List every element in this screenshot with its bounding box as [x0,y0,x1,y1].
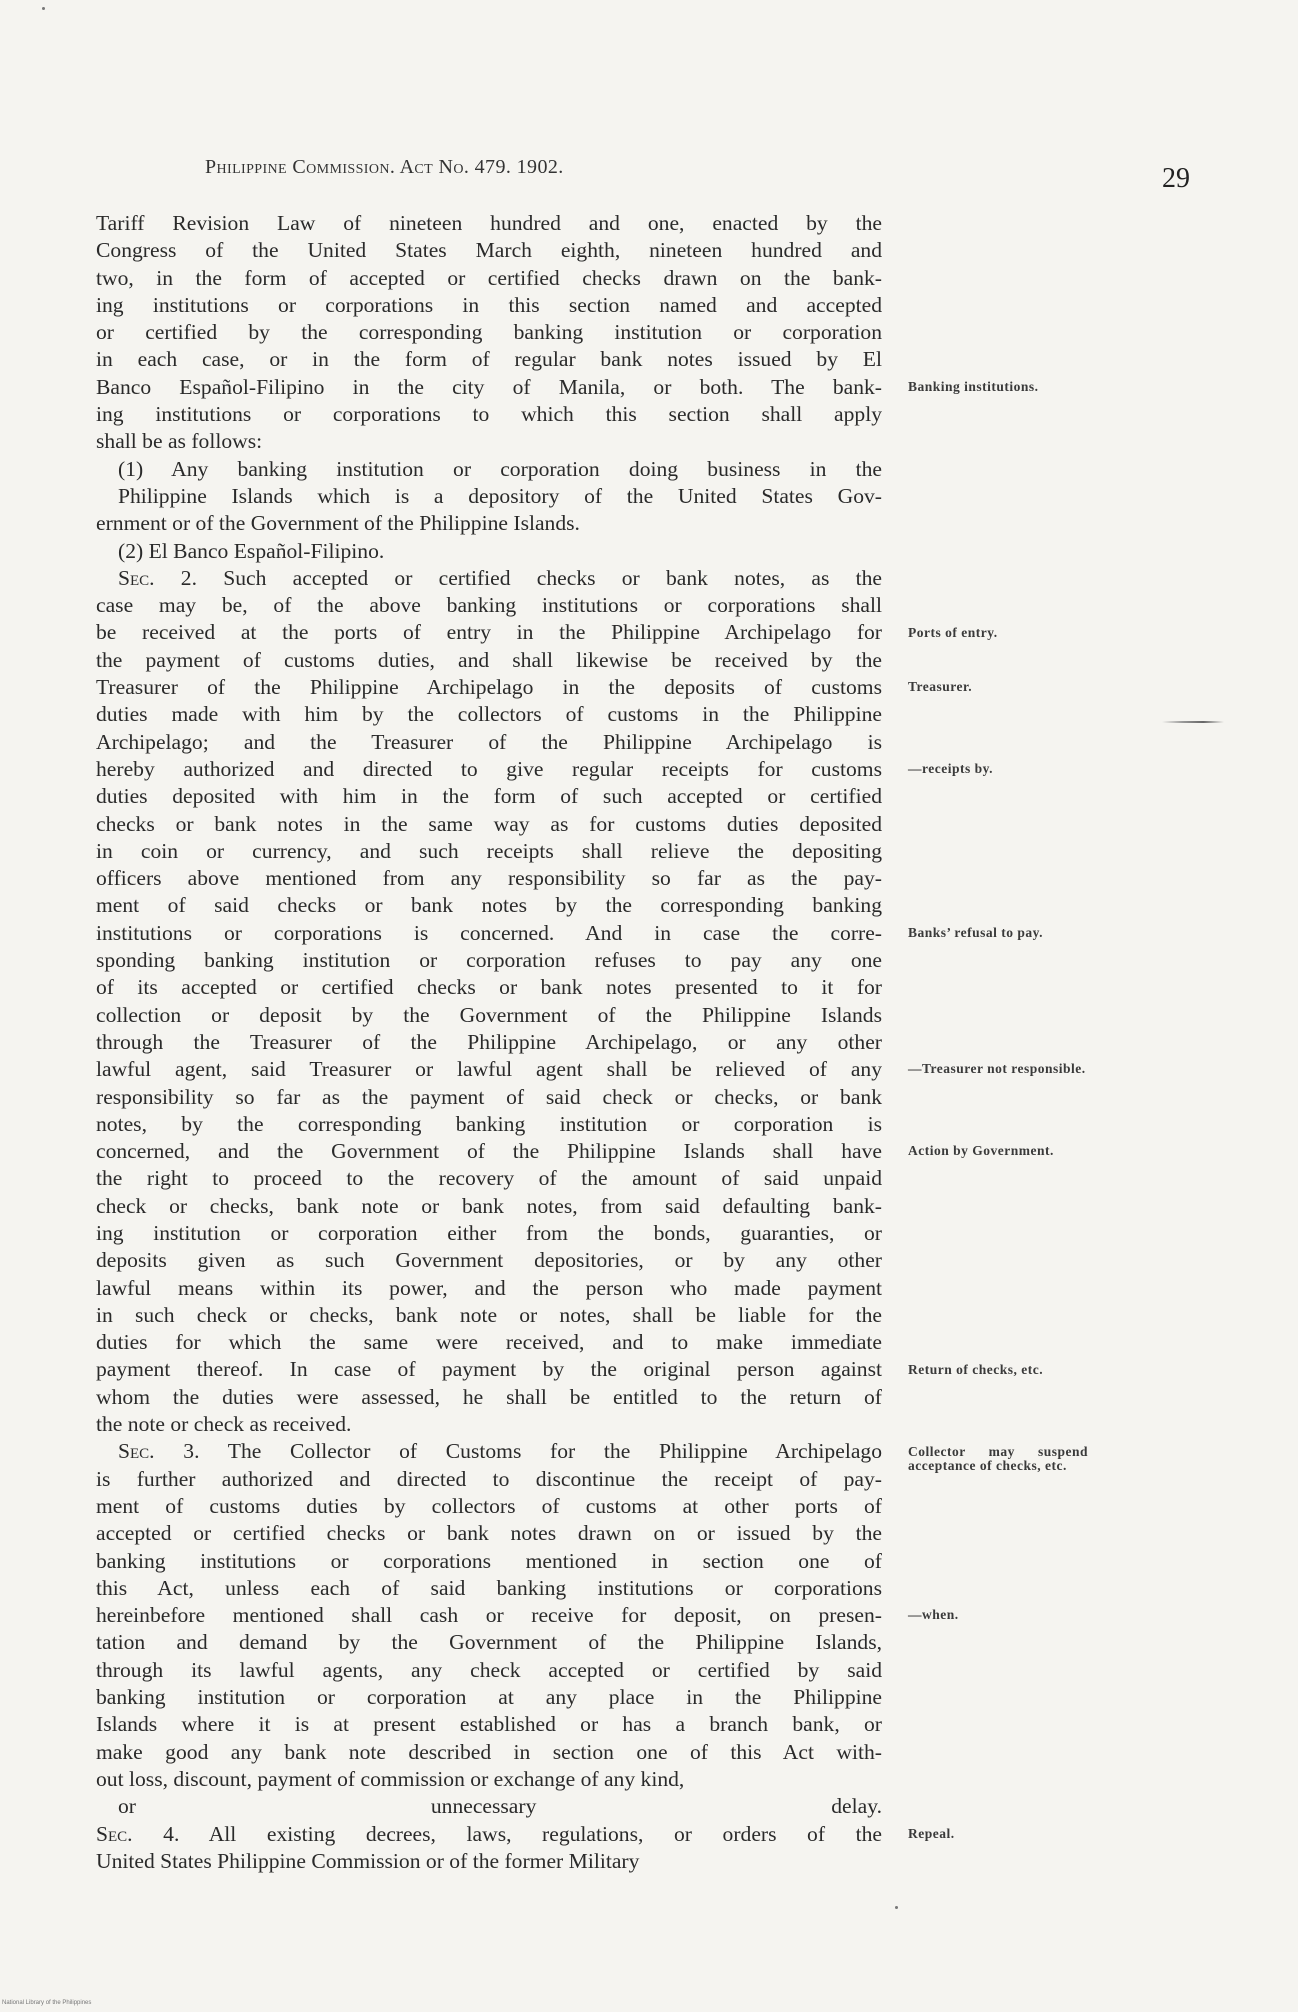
body-line: ing institutions or corporations to which this section shall apply [96,402,882,427]
body-line: the right to proceed to the recovery of the amount of said unpaid [96,1166,882,1191]
body-line: ment of customs duties by collectors of customs at other ports of [96,1493,882,1518]
body-line: institutions or corporations is concerned. And in case the corre- [96,920,882,945]
body-line: this Act, unless each of said banking institutions or corporations [96,1575,882,1600]
body-line: Islands where it is at present established or has a branch bank, or [96,1712,882,1737]
body-line: officers above mentioned from any responsibility so far as the pay- [96,866,882,891]
body-line: or unnecessary delay. [118,1794,882,1819]
margin-dash-mark [1162,721,1224,723]
body-line: duties deposited with him in the form of such accepted or certified [96,784,882,809]
body-line: Treasurer of the Philippine Archipelago in the deposits of customs [96,675,882,700]
body-line: sponding banking institution or corporation refuses to pay any one [96,948,882,973]
body-line: the payment of customs duties, and shall likewise be received by the [96,647,882,672]
margin-note: —when. [908,1607,959,1623]
margin-note: Action by Government. [908,1143,1054,1159]
margin-note: Ports of entry. [908,624,998,640]
body-line: notes, by the corresponding banking institution or corporation is [96,1111,882,1136]
ink-speck [895,1906,898,1909]
body-line: Philippine Islands which is a depository of the United States Gov- [118,483,882,508]
body-line: or certified by the corresponding banking institution or corporation [96,320,882,345]
body-line: ing institution or corporation either from the bonds, guaranties, or [96,1220,882,1245]
body-line: be received at the ports of entry in the Philippine Archipelago for [96,620,882,645]
body-line: in each case, or in the form of regular bank notes issued by El [96,347,882,372]
body-line: (1) Any banking institution or corporation doing business in the [118,456,882,481]
body-line: is further authorized and directed to discontinue the receipt of pay- [96,1466,882,1491]
body-line: case may be, of the above banking institutions or corporations shall [96,593,882,618]
body-line: Archipelago; and the Treasurer of the Philippine Archipelago is [96,729,882,754]
running-head: Philippine Commission. Act No. 479. 1902. [205,156,564,178]
body-line: ing institutions or corporations in this section named and accepted [96,292,882,317]
body-line: ment of said checks or bank notes by the corresponding banking [96,893,882,918]
margin-note: Collector may suspend acceptance of checks, etc. [908,1443,1088,1473]
body-line: of its accepted or certified checks or bank notes presented to it for [96,975,882,1000]
margin-note: —Treasurer not responsible. [908,1061,1086,1077]
body-line: banking institutions or corporations mentioned in section one of [96,1548,882,1573]
body-line: deposits given as such Government depositories, or by any other [96,1248,882,1273]
margin-note: —receipts by. [908,761,993,776]
body-line: responsibility so far as the payment of said check or checks, or bank [96,1084,882,1109]
body-line: Sec. 4. All existing decrees, laws, regulations, or orders of the [96,1821,882,1846]
body-line: Banco Español-Filipino in the city of Manila, or both. The bank- [96,374,882,399]
body-line: check or checks, bank note or bank notes, from said defaulting bank- [96,1193,882,1218]
body-line: in such check or checks, bank note or notes, shall be liable for the [96,1302,882,1327]
body-line: Tariff Revision Law of nineteen hundred and one, enacted by the [96,211,882,235]
margin-note: Banking institutions. [908,378,1039,394]
body-line: hereby authorized and directed to give regular receipts for customs [96,756,882,781]
body-line: Sec. 3. The Collector of Customs for the Philippine Archipelago [118,1439,882,1464]
body-line: duties made with him by the collectors of customs in the Philippine [96,702,882,727]
body-line: through its lawful agents, any check accepted or certified by said [96,1657,882,1682]
body-line: (2) El Banco Español-Filipino. [118,538,385,563]
body-line: the note or check as received. [96,1412,352,1437]
body-line: hereinbefore mentioned shall cash or receive for deposit, on presen- [96,1603,882,1628]
body-line: through the Treasurer of the Philippine Archipelago, or any other [96,1029,882,1054]
body-line: whom the duties were assessed, he shall be entitled to the return of [96,1384,882,1409]
body-line: Congress of the United States March eighth, nineteen hundred and [96,238,882,263]
footer-credit: National Library of the Philippines [2,2000,92,2006]
body-line: checks or bank notes in the same way as for customs duties deposited [96,811,882,836]
margin-note: Repeal. [908,1825,955,1841]
body-line: lawful agent, said Treasurer or lawful agent shall be relieved of any [96,1057,882,1082]
page-number: 29 [1162,163,1190,194]
margin-note: Banks’ refusal to pay. [908,924,1044,940]
body-text [96,210,882,1875]
body-line: ernment or of the Government of the Philippine Islands. [96,511,580,536]
body-line: duties for which the same were received, and to make immediate [96,1330,882,1355]
body-line: collection or deposit by the Government of the Philippine Islands [96,1002,882,1027]
body-line: shall be as follows: [96,429,263,454]
margin-note: Treasurer. [908,679,973,695]
body-line: Sec. 2. Such accepted or certified checks or bank notes, as the [118,565,882,590]
body-line: two, in the form of accepted or certified checks drawn on the bank- [96,265,882,290]
body-line: out loss, discount, payment of commission or exchange of any kind, [96,1766,685,1791]
body-line: payment thereof. In case of payment by the original person against [96,1357,882,1382]
body-line: banking institution or corporation at any place in the Philippine [96,1685,882,1710]
body-line: concerned, and the Government of the Philippine Islands shall have [96,1139,882,1164]
body-line: in coin or currency, and such receipts shall relieve the depositing [96,838,882,863]
body-line: make good any bank note described in section one of this Act with- [96,1739,882,1764]
body-line: tation and demand by the Government of the Philippine Islands, [96,1630,882,1655]
body-line: United States Philippine Commission or of the former Military [96,1848,640,1873]
body-line: lawful means within its power, and the person who made payment [96,1275,882,1300]
ink-speck [42,7,45,10]
margin-note: Return of checks, etc. [908,1361,1044,1377]
body-line: accepted or certified checks or bank notes drawn on or issued by the [96,1521,882,1546]
